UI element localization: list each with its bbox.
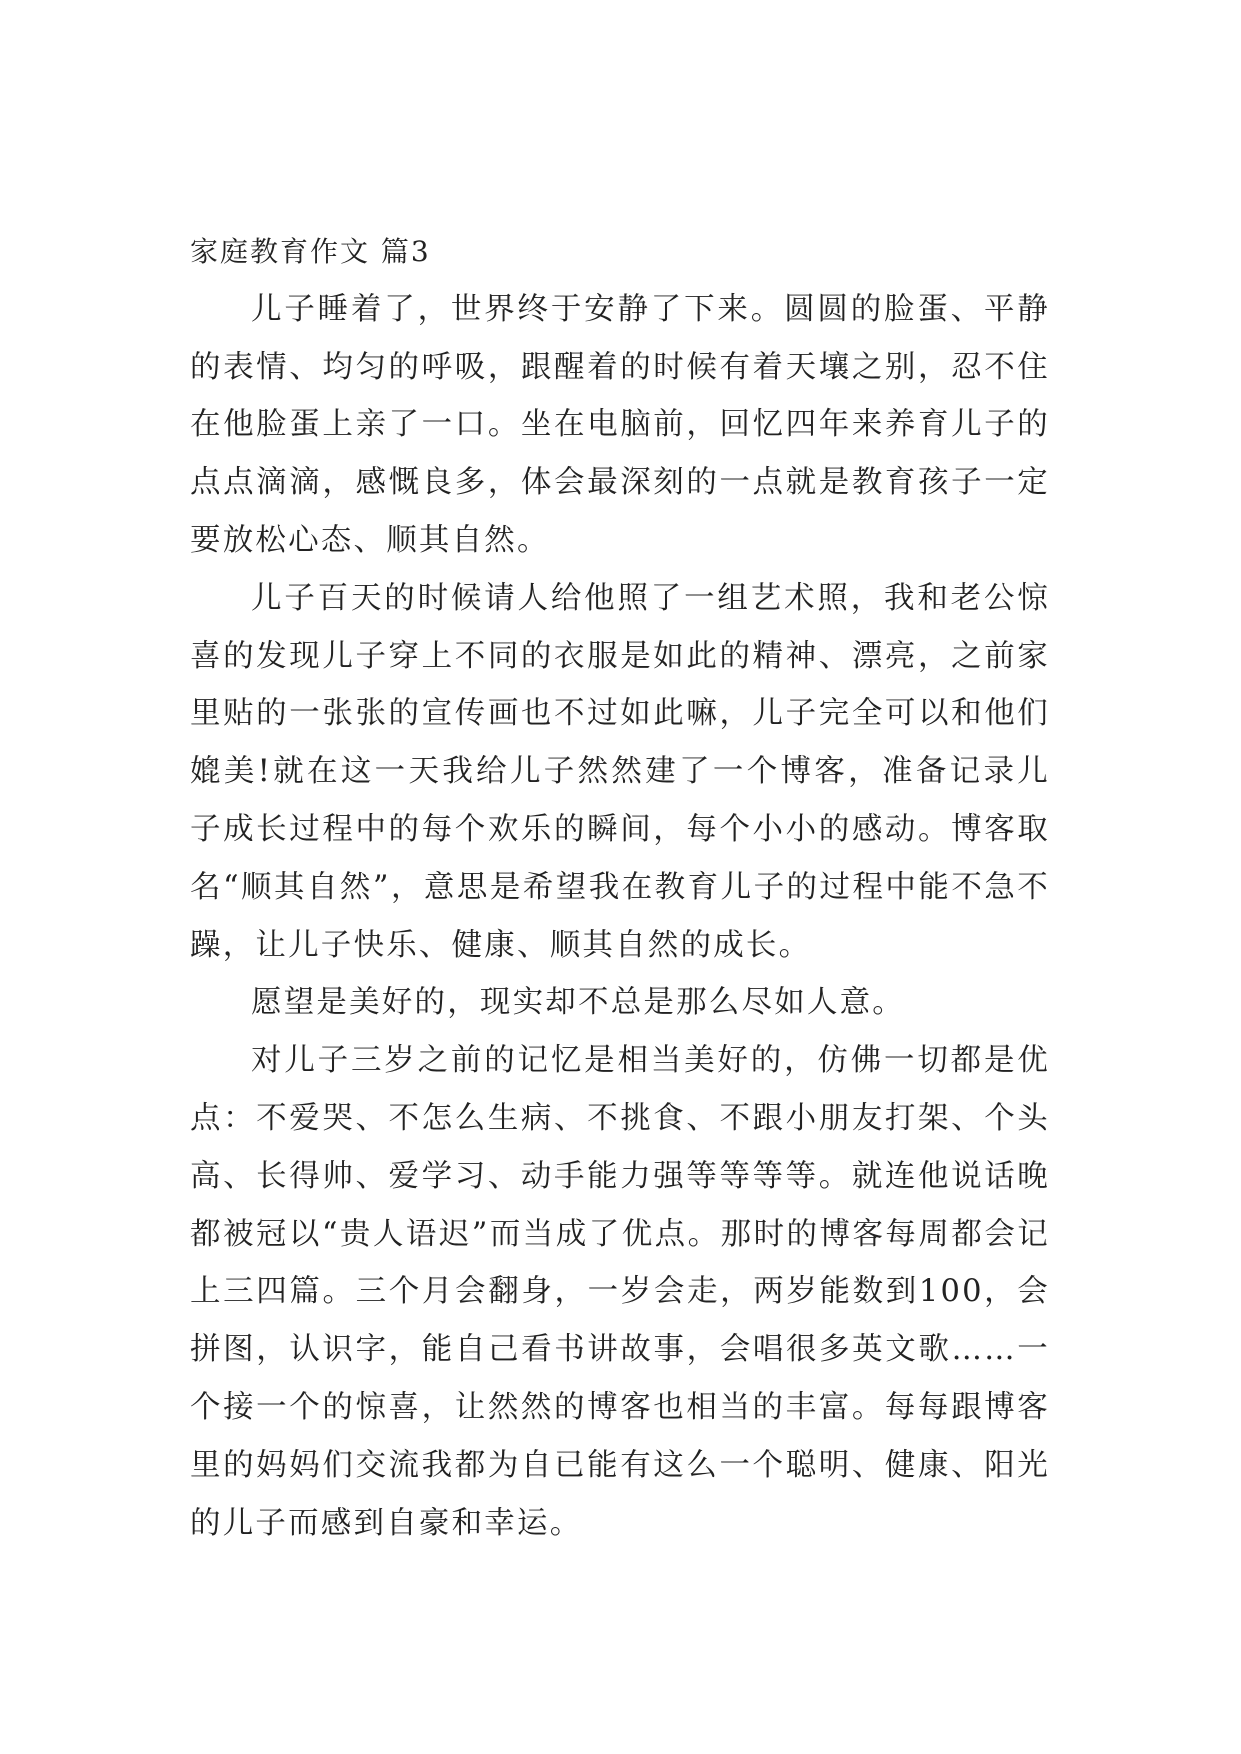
paragraph-1: 儿子睡着了，世界终于安静了下来。圆圆的脸蛋、平静的表情、均匀的呼吸，跟醒着的时候有着天壤之别，忍不住在他脸蛋上亲了一口。坐在电脑前，回忆四年来养育儿子的点点滴滴，感慨良多，体会最深刻的一点就是教育孩子一定要放松心态、顺其自然。 bbox=[190, 291, 1050, 558]
paragraph-4: 对儿子三岁之前的记忆是相当美好的，仿佛一切都是优点：不爱哭、不怎么生病、不挑食、不跟小朋友打架、个头高、长得帅、爱学习、动手能力强等等等等。就连他说话晚都被冠以“贵人语迟”而当成了优点。那时的博客每周都会记上三四篇。三个月会翻身，一岁会走，两岁能数到100，会拼图，认识字，能自己看书讲故事，会唱很多英文歌……一个接一个的惊喜，让然然的博客也相当的丰富。每每跟博客里的妈妈们交流我都为自已能有这么一个聪明、健康、阳光的儿子而感到自豪和幸运。 bbox=[190, 1043, 1050, 1541]
document-body bbox=[190, 223, 1050, 1552]
paragraph-3: 愿望是美好的，现实却不总是那么尽如人意。 bbox=[251, 985, 905, 1021]
paragraph-2: 儿子百天的时候请人给他照了一组艺术照，我和老公惊喜的发现儿子穿上不同的衣服是如此的精神、漂亮，之前家里贴的一张张的宣传画也不过如此嘛，儿子完全可以和他们媲美!就在这一天我给儿子然然建了一个博客，准备记录儿子成长过程中的每个欢乐的瞬间，每个小小的感动。博客取名“顺其自然”，意思是希望我在教育儿子的过程中能不急不躁，让儿子快乐、健康、顺其自然的成长。 bbox=[190, 580, 1050, 963]
document-title: 家庭教育作文 篇3 bbox=[190, 235, 431, 268]
